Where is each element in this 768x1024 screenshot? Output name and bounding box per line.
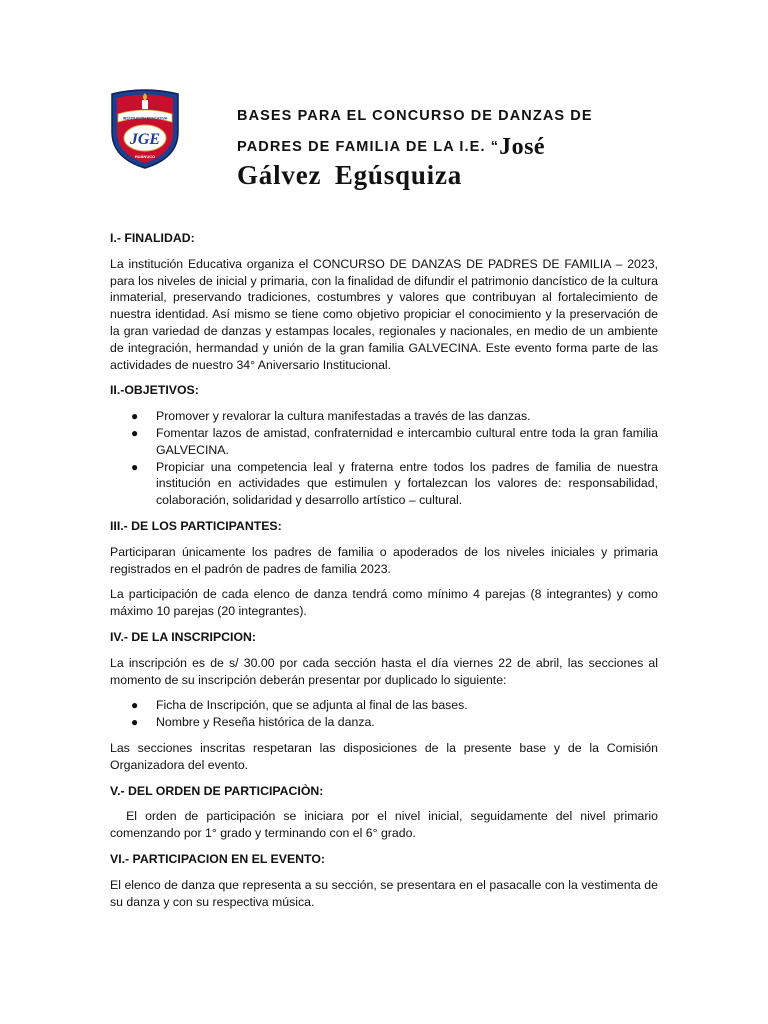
heading-finalidad: I.- FINALIDAD: <box>110 231 195 245</box>
list-item <box>131 714 658 731</box>
document-title-line2 <box>237 134 545 161</box>
list-item-text: Nombre y Reseña histórica de la danza. <box>156 715 375 730</box>
paragraph-evento: El elenco de danza que representa a su sección, se presentara en el pasacalle con la vestimenta de su danza y con su respectiva música. <box>110 877 658 909</box>
document-title-line3: Gálvez Egúsquiza <box>237 160 463 190</box>
document-body <box>110 230 662 919</box>
list-item <box>131 459 658 509</box>
crest-ribbon-text: INSTITUCIÓN EDUCATIVA <box>122 116 168 121</box>
school-crest-logo <box>108 88 182 170</box>
document-title-line1: BASES PARA EL CONCURSO DE DANZAS DE <box>237 108 593 124</box>
paragraph-inscripcion: La inscripción es de s/ 30.00 por cada sección hasta el día viernes 22 de abril, las secciones al momento de su inscripción deberán presentar por duplicado lo siguiente: <box>110 655 658 687</box>
paragraph-orden: El orden de participación se iniciara por el nivel inicial, seguidamente del nivel primario comenzando por 1° grado y terminando con el 6° grado. <box>110 809 662 841</box>
bullet-icon: ● <box>131 715 139 730</box>
heading-orden: V.- DEL ORDEN DE PARTICIPACIÒN: <box>110 783 324 798</box>
paragraph-participantes-2: La participación de cada elenco de danza tendrá como mínimo 4 parejas (8 integrantes) y como máximo 10 parejas (20 integrantes). <box>110 587 658 619</box>
paragraph-finalidad: La institución Educativa organiza el CONCURSO DE DANZAS DE PADRES DE FAMILIA – 2023, para los niveles de inicial y primaria, con la finalidad de difundir el patrimonio dancístico de la cultura inmaterial, preservando tradiciones, costumbres y valores que contribuyan al fortalecimiento de nuestra identidad. Así mismo se tiene como objetivo propiciar el conocimiento y la preservación de la gran variedad de danzas y estampas locales, regionales y nacionales, en medio de un ambiente de integración, hermandad y unión de la gran familia GALVECINA. Este evento forma parte de las actividades de nuestro 34° Aniversario Institucional. <box>110 256 658 372</box>
list-item-text: Fomentar lazos de amistad, confraternidad e intercambio cultural entre toda la gran familia GALVECINA. <box>156 425 658 457</box>
list-objetivos <box>110 408 658 509</box>
list-item <box>131 425 658 459</box>
crest-city: HUÁNUCO <box>134 154 156 159</box>
heading-inscripcion: IV.- DE LA INSCRIPCION: <box>110 629 256 644</box>
bullet-icon: ● <box>131 425 139 440</box>
crest-initials: JGE <box>129 131 161 148</box>
list-item <box>131 697 658 714</box>
list-item-text: Propiciar una competencia leal y fraterna entre todos los padres de familia de nuestra institución en actividades que estimulen y fortalezcan los valores de: responsabilidad, colaboración, solidaridad y desarrollo artístico – cultural. <box>156 459 658 508</box>
list-item-text: Promover y revalorar la cultura manifestadas a través de las danzas. <box>156 409 531 424</box>
bullet-icon: ● <box>131 698 139 713</box>
title-school-name-first: José <box>499 134 546 160</box>
heading-participantes: III.- DE LOS PARTICIPANTES: <box>110 518 282 533</box>
crest-torch <box>142 100 148 109</box>
bullet-icon: ● <box>131 409 139 424</box>
bullet-icon: ● <box>131 459 139 474</box>
paragraph-participantes-1: Participaran únicamente los padres de familia o apoderados de los niveles iniciales y primaria registrados en el padrón de padres de familia 2023. <box>110 544 658 576</box>
list-item-text: Ficha de Inscripción, que se adjunta al final de las bases. <box>156 698 468 713</box>
title-line2-prefix: PADRES DE FAMILIA DE LA I.E. “ <box>237 139 500 155</box>
heading-evento: VI.- PARTICIPACION EN EL EVENTO: <box>110 851 325 866</box>
paragraph-inscripcion-2: Las secciones inscritas respetaran las disposiciones de la presente base y de la Comisión Organizadora del evento. <box>110 740 658 772</box>
list-inscripcion <box>110 697 658 731</box>
list-item <box>131 408 658 425</box>
heading-objetivos: II.-OBJETIVOS: <box>110 383 199 398</box>
